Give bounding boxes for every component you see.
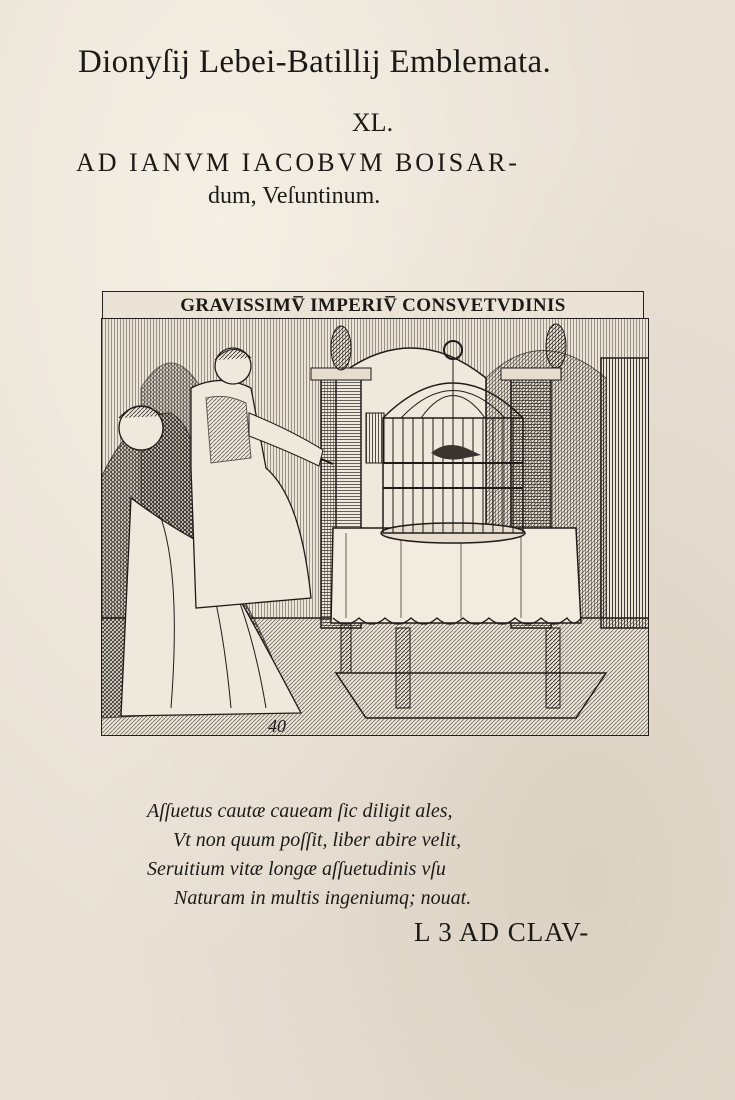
emblem-number: XL.: [351, 108, 394, 137]
verse-line-4: Naturam in multis ingeniumq; nouat.: [174, 887, 472, 909]
verse-line-2: Vt non quum poſſit, liber abire velit,: [173, 829, 462, 851]
engraving-illustration: [101, 318, 649, 736]
verse-line-3: Seruitium vitæ longæ aſſuetudinis vſu: [147, 858, 446, 880]
dedication-line-2: dum, Veſuntinum.: [208, 183, 381, 209]
dedication-line-1: AD IANVM IACOBVM BOISAR-: [76, 148, 520, 177]
emblem-motto: GRAVISSIMV̅ IMPERIV̅ CONSVETVDINIS: [102, 291, 644, 321]
signature-catchwords: L 3 AD CLAV-: [414, 917, 590, 947]
verse-line-1: Aſſuetus cautæ caueam ſic diligit ales,: [147, 800, 453, 822]
plate-number: 40: [268, 716, 286, 736]
running-head: Dionyſij Lebei-Batillij Emblemata.: [78, 44, 552, 80]
